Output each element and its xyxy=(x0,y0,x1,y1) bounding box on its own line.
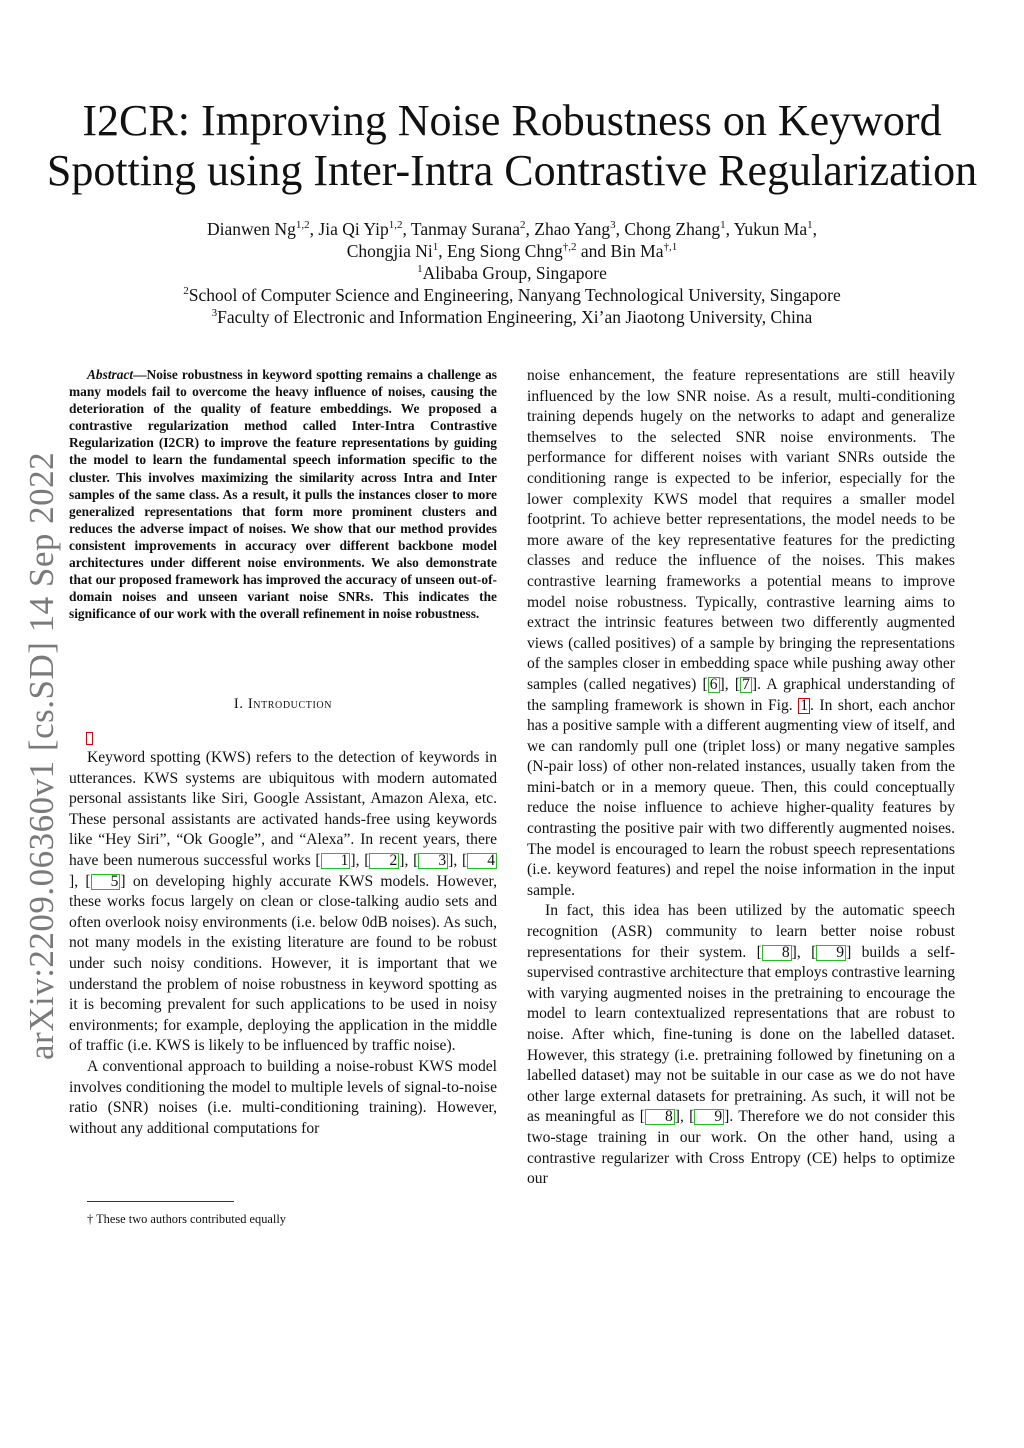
intro-paragraph-2: A conventional approach to building a noise-robust KWS model involves conditioning the model to multiple levels of signal-to-noise ratio (SNR) noises (i.e. multi-conditioning training). However, without any additional computations for xyxy=(69,1057,497,1137)
author-name: Dianwen Ng xyxy=(206,219,296,239)
title-line-2: Spotting using Inter-Intra Contrastive Regularization xyxy=(46,146,978,195)
right-column-body xyxy=(527,366,955,1190)
author-affil: 2 xyxy=(520,219,526,231)
abstract xyxy=(69,366,497,622)
left-column-body xyxy=(69,748,497,1139)
citation-link[interactable]: 4 xyxy=(467,853,497,869)
author-affil: 1 xyxy=(720,219,726,231)
hyperlink-anchor-marker[interactable] xyxy=(86,732,93,745)
author-name: Yukun Ma xyxy=(733,219,808,239)
figure-link[interactable]: 1 xyxy=(800,696,808,714)
intro-paragraph-1: Keyword spotting (KWS) refers to the detection of keywords in utterances. KWS systems are ubiquitous with modern automated personal assistants like Siri, Google Assistant, Amazon Alexa, etc. These personal assistants are activated hands-free using keywords like “Hey Siri”, “Ok Google”, and “Alexa”. In recent years, there have been numerous successful works [ 1 ], [ 2 ], [ 3 ], [ 4], [ 5 ] on developing highly accurate KWS models. However, these works focus largely on clean or close-talking audio sets and often overlook noisy environments (i.e. below 0dB noises). As such, not many models in the existing literature are found to be robust under such noisy conditions. However, it is important that we understand the problem of noise robustness in keyword spotting as it is becoming prevalent for such applications to be used in noisy environments; for example, deploying the application in the middle of traffic (i.e. KWS is likely to be influenced by traffic noise). xyxy=(69,749,497,1055)
affiliation-3: $^3$Faculty of Electronic and Information Engineering, Xi’an Jiaotong University, China xyxy=(211,307,813,327)
right-paragraph-1: noise enhancement, the feature representations are still heavily influenced by the low SNR noise. As a result, multi-conditioning training depends hugely on the networks to adapt and generalize themselves to the selected SNR noise environments. The performance for different noises with variant SNRs outside the conditioning range is expected to be inferior, especially for the lower complexity KWS model that requires a smaller model footprint. To achieve better representations, the model needs to be more aware of the key representative features for the predicting classes and reduce the influence of the noises. This makes contrastive learning frameworks a potential means to improve model noise robustness. Typically, contrastive learning aims to extract the intrinsic features between two differently augmented views (called positives) of a sample by bringing the representations of the samples closer in embedding space while pushing away other samples (called negatives) [ 6 ], [ 7 ]. A graphical understanding of the sampling framework is shown in Fig. 1 . In short, each anchor has a positive sample with a different augmenting view of itself, and we can randomly pull one (triplet loss) or many negative samples (N-pair loss) of other non-related instances, usually taken from the mini-batch or in a memory queue. Then, this could conceptually reduce the noise influence to achieve higher-quality features by contrasting the positive pair with two differently augmented noises. The model is encouraged to learn the robust speech representations (i.e. keyword features) and repel the noise information in the input sample. xyxy=(527,367,955,899)
citation-link[interactable]: 5 xyxy=(91,874,121,890)
author-name: Zhao Yang xyxy=(534,219,611,239)
citation-link[interactable]: 8 xyxy=(762,945,792,961)
citation-link[interactable]: 6 xyxy=(709,675,718,693)
affiliation-1: $^1$Alibaba Group, Singapore xyxy=(417,263,607,283)
footnote-divider xyxy=(87,1201,234,1202)
author-affil: 1,2 xyxy=(388,219,403,231)
author-name: Chongjia Ni xyxy=(346,241,433,261)
citation-link[interactable]: 8 xyxy=(645,1109,675,1125)
paper-title xyxy=(40,96,984,196)
author-affil: 1 xyxy=(432,241,439,253)
citation-link[interactable]: 9 xyxy=(816,945,846,961)
author-block xyxy=(60,218,964,328)
section-heading-introduction: I. Introduction xyxy=(233,696,333,712)
citation-link[interactable]: 3 xyxy=(418,853,448,869)
author-name: Jia Qi Yip xyxy=(318,219,389,239)
author-affil: 1,2 xyxy=(295,219,310,231)
author-name: Bin Ma xyxy=(610,241,664,261)
footnote: † These two authors contributed equally xyxy=(87,1212,287,1226)
author-name: Tanmay Surana xyxy=(410,219,521,239)
abstract-text: —Noise robustness in keyword spotting remains a challenge as many models fail to overcome the heavy influence of noises, causing the deterioration of the quality of feature embeddings. We proposed a contrastive regularization method called Inter-Intra Contrastive Regularization (I2CR) to improve the feature representations by guiding the model to learn the fundamental speech information specific to the cluster. This involves maximizing the similarity across Intra and Inter samples of the same class. As a result, it pulls the instances closer to more generalized representations that form more prominent clusters and reduces the adverse impact of noises. We show that our method provides consistent improvements in accuracy over different backbone model architectures under different noise environments. We also demonstrate that our proposed framework has improved the accuracy of unseen out-of-domain noises and unseen variant noise SNRs. This indicates the significance of our work with the overall refinement in noise robustness. xyxy=(69,367,497,622)
author-conjunction: and xyxy=(580,241,607,261)
abstract-label: Abstract xyxy=(87,367,134,382)
citation-link[interactable]: 1 xyxy=(321,853,351,869)
author-line-2: Chongjia Ni$^1$, Eng Siong Chng$^{\dagger,2}$ and Bin $Ma^{\dagger,1}$ xyxy=(346,241,678,261)
affiliation-2: $^2$School of Computer Science and Engineering, Nanyang Technological University, Singapore xyxy=(183,285,841,305)
arxiv-identifier[interactable]: arXiv:2209.06360v1 [cs.SD] 14 Sep 2022 xyxy=(22,451,61,1060)
citation-link[interactable]: 7 xyxy=(742,675,750,693)
right-paragraph-2: In fact, this idea has been utilized by the automatic speech recognition (ASR) community to learn better noise robust representations for their system. [ 8 ], [ 9 ] builds a self-supervised contrastive architecture that employs contrastive learning with varying augmented noises in the pretraining to encourage the model to learn contextualized representations that are robust to noise. After which, fine-tuning is done on the labelled dataset. However, this strategy (i.e. pretraining followed by finetuning on a labelled dataset) may not be suitable in our case as we do not have other large external datasets for pretraining. As such, it will not be as meaningful as [ 8 ], [ 9 ]. Therefore we do not consider this two-stage training in our work. On the other hand, using a contrastive regularizer with Cross Entropy (CE) helps to optimize our xyxy=(527,902,955,1188)
author-affil: 3 xyxy=(610,219,616,231)
author-affil: †,2 xyxy=(562,241,577,253)
author-name: Chong Zhang xyxy=(624,219,721,239)
author-name: Eng Siong Chng xyxy=(447,241,563,261)
author-affil: 1 xyxy=(807,219,813,231)
citation-link[interactable]: 9 xyxy=(694,1109,724,1125)
title-line-1: I2CR: Improving Noise Robustness on Keyword xyxy=(82,96,942,145)
author-line-1: Dianwen Ng$^{1,2}$, Jia Qi Yip$^{1,2}$, Tanmay Surana$^2$, Zhao Yang$^3$, Chong Zhang$^1$, Yukun Ma$^1$, xyxy=(206,219,818,239)
citation-link[interactable]: 2 xyxy=(369,853,399,869)
author-affil: †,1 xyxy=(663,241,678,253)
